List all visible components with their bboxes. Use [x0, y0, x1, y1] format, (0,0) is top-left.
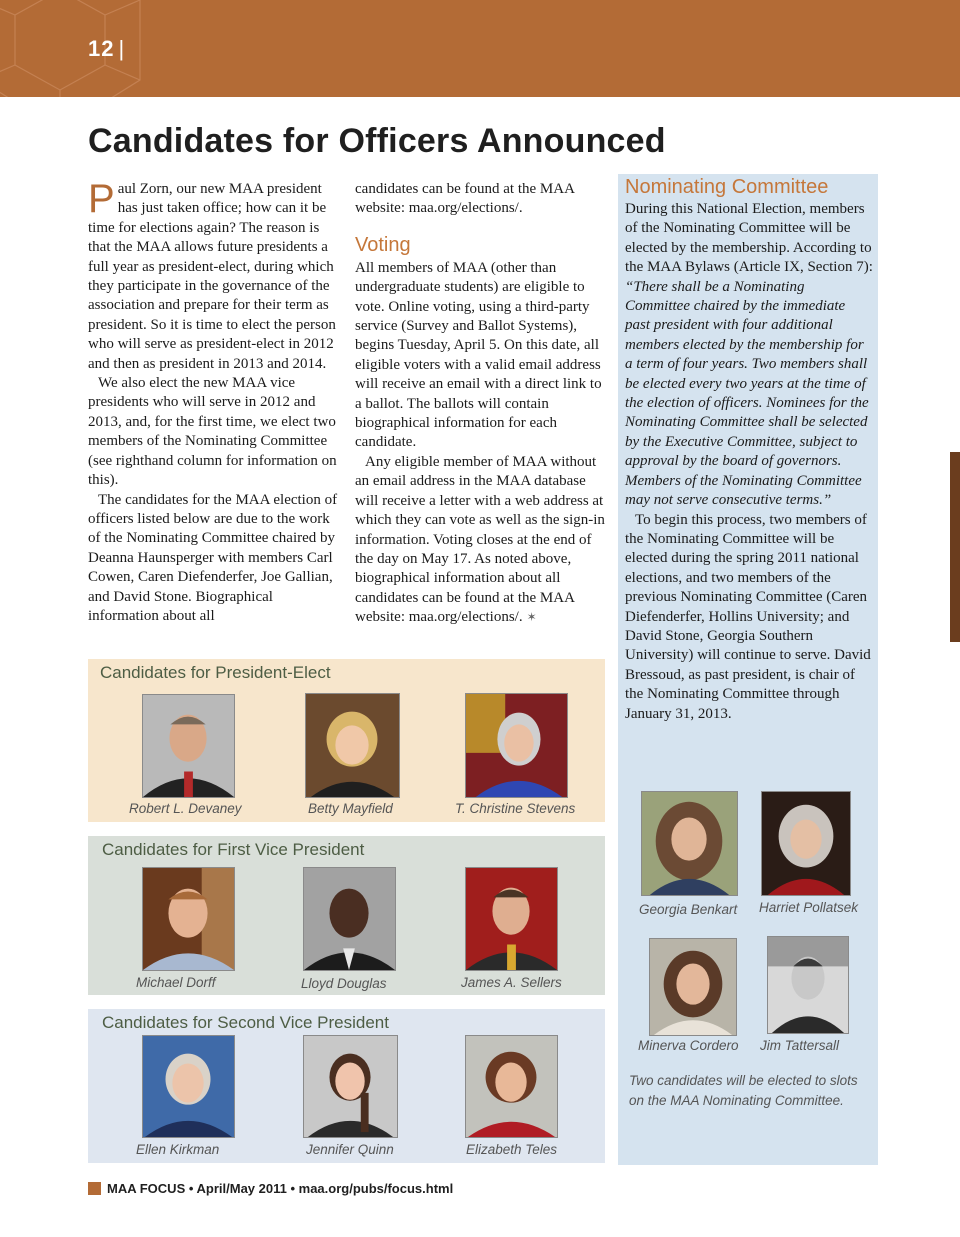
portrait-harriet-pollatsek	[761, 791, 851, 896]
voting-heading: Voting	[355, 233, 411, 256]
caption-james-sellers: James A. Sellers	[461, 975, 562, 990]
footer-text: MAA FOCUS • April/May 2011 • maa.org/pubs/focus.html	[107, 1181, 454, 1196]
president-elect-box	[88, 659, 605, 822]
paragraph-3: The candidates for the MAA election of officers listed below are due to the work of the Nominating Committee chaired by Deanna Haunsperger with members Carl Cowen, Caren Diefenderfer, Joe Gallian, and David Stone. Biographical information about all	[88, 491, 338, 624]
caption-robert-devaney: Robert L. Devaney	[129, 801, 242, 816]
caption-ellen-kirkman: Ellen Kirkman	[136, 1142, 220, 1157]
page-number	[88, 36, 125, 62]
paragraph-1-text: aul Zorn, our new MAA president has just taken office; how can it be time for elections again? The reason is that the MAA allows future presidents a full year as president-elect, during which they participate in the governance of the association and prepare for their term as president. So it is time to elect the person who will serve as president-elect in 2012 and then as president in 2013 and 2014.	[88, 181, 336, 372]
caption-michael-dorff: Michael Dorff	[136, 975, 216, 990]
portrait-jim-tattersall	[767, 936, 849, 1034]
paragraph-6-text: Any eligible member of MAA without an email address in the MAA database will receive a letter with a web address at which they can vote as well as the sign-in information. Voting closes at the end of the day on May 17. As noted above, biographical information about all candidates can be found at the MAA website: maa.org/elections/.	[355, 453, 605, 626]
article-column-1	[88, 177, 338, 626]
article-column-2	[355, 180, 607, 628]
page-number-separator: |	[118, 36, 126, 61]
portrait-michael-dorff	[142, 867, 235, 971]
portrait-georgia-benkart	[641, 791, 738, 896]
drop-cap: P	[88, 177, 115, 221]
second-vp-title: Candidates for Second Vice President	[102, 1013, 389, 1032]
article-title: Candidates for Officers Announced	[88, 122, 666, 160]
paragraph-4: candidates can be found at the MAA website: maa.org/elections/.	[355, 181, 575, 217]
portrait-betty-mayfield	[305, 693, 400, 798]
first-vp-title: Candidates for First Vice President	[102, 840, 365, 859]
sidebar-note: Two candidates will be elected to slots on the MAA Nominating Committee.	[629, 1073, 858, 1108]
portrait-robert-devaney	[142, 694, 235, 798]
footer-square-icon	[88, 1182, 101, 1195]
caption-harriet-pollatsek: Harriet Pollatsek	[759, 900, 859, 915]
sidebar-paragraph-2: To begin this process, two members of the Nominating Committee will be elected during the spring 2011 national elections, and two members of the previous Nominating Committee (Caren Diefenderfer, Hollins University; and David Stone, Georgia Southern University) will continue to serve. David Bressoud, as past president, is chair of the Nominating Committee through January 31, 2013.	[625, 511, 871, 722]
bylaws-quote: “There shall be a Nominating Committee chaired by the immediate past president with four additional members elected by the membership for a term of four years. Two members shall be elected every two years at the time of the election of officers. Nominees for the Nominating Committee shall be selected by the Executive Committee, subject to approval by the board of governors. Members of the Nominating Committee may not serve consecutive terms.”	[625, 278, 869, 509]
caption-elizabeth-teles: Elizabeth Teles	[466, 1142, 558, 1157]
portrait-lloyd-douglas	[303, 867, 396, 971]
caption-lloyd-douglas: Lloyd Douglas	[301, 976, 387, 991]
caption-georgia-benkart: Georgia Benkart	[639, 902, 738, 917]
portrait-christine-stevens	[465, 693, 568, 798]
second-vice-president-box	[88, 1009, 605, 1163]
caption-christine-stevens: T. Christine Stevens	[455, 801, 576, 816]
portrait-james-sellers	[465, 867, 558, 971]
end-mark-icon: ✶	[526, 610, 537, 625]
caption-minerva-cordero: Minerva Cordero	[638, 1038, 739, 1053]
page-number-value: 12	[88, 36, 115, 61]
header-bar	[0, 0, 960, 97]
paragraph-5: All members of MAA (other than undergraduate students) are eligible to vote. Online voting, using a third-party service (Survey and Ballot Systems), begins Tuesday, April 5. On this date, all eligible voters with a valid email address will receive an email with a direct link to a ballot. The ballots will contain biographical information for each candidate.	[355, 259, 602, 451]
paragraph-6	[355, 453, 607, 628]
president-elect-title: Candidates for President-Elect	[100, 663, 331, 682]
portrait-minerva-cordero	[649, 938, 737, 1036]
adjacent-page-edge	[950, 452, 960, 642]
sidebar-paragraph-1-text: During this National Election, members of the Nominating Committee will be elected by the membership. According to the MAA Bylaws (Article IX, Section 7):	[625, 201, 873, 276]
polyhedron-decoration-icon	[0, 0, 160, 97]
portrait-elizabeth-teles	[465, 1035, 558, 1138]
first-vice-president-box	[88, 836, 605, 995]
caption-jennifer-quinn: Jennifer Quinn	[306, 1142, 394, 1157]
portrait-ellen-kirkman	[142, 1035, 235, 1138]
page-footer	[88, 1181, 453, 1196]
nominating-committee-sidebar	[618, 174, 878, 1165]
paragraph-1	[88, 177, 338, 374]
portrait-jennifer-quinn	[303, 1035, 398, 1138]
sidebar-text	[625, 176, 873, 724]
paragraph-2: We also elect the new MAA vice presidents who will serve in 2012 and 2013, and, for the first time, we elect two members of the Nominating Committee (see righthand column for information on this).	[88, 375, 337, 489]
sidebar-paragraph-1	[625, 200, 873, 511]
caption-betty-mayfield: Betty Mayfield	[308, 801, 393, 816]
sidebar-heading: Nominating Committee	[625, 176, 829, 198]
caption-jim-tattersall: Jim Tattersall	[760, 1038, 840, 1053]
